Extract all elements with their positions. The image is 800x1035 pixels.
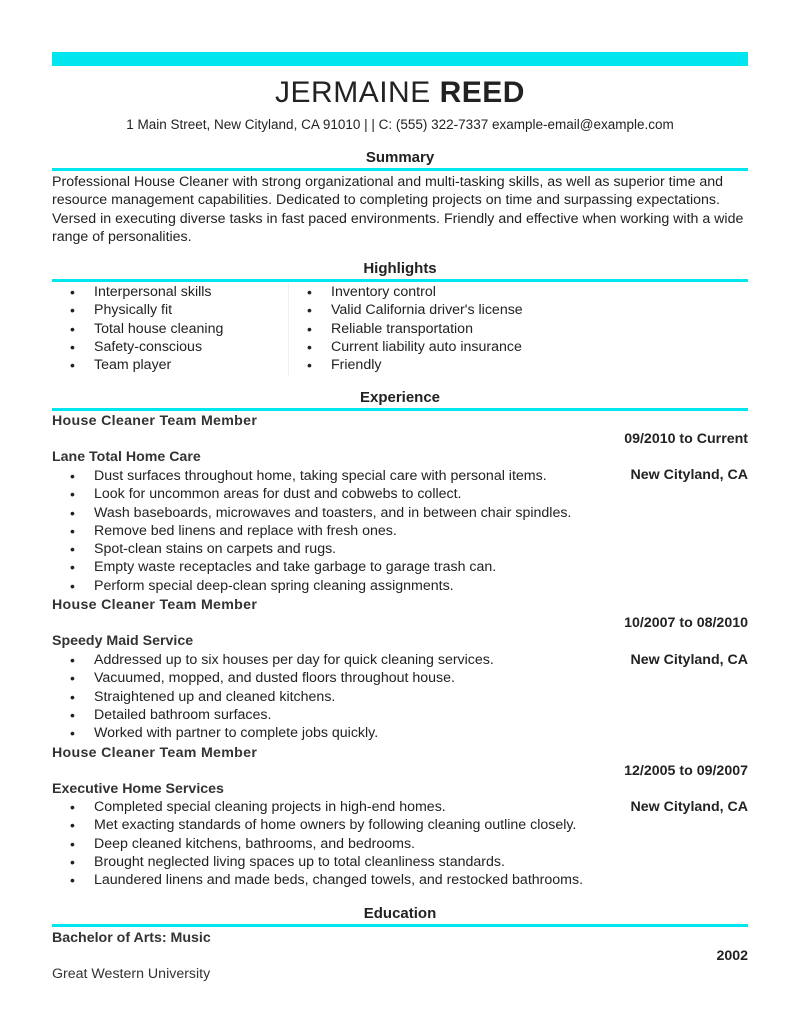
job-location: New Cityland, CA — [630, 799, 748, 815]
job-dates: 12/2005 to 09/2007 — [624, 763, 748, 779]
highlight-item: • Total house cleaning — [52, 320, 223, 338]
job-bullet: • Dust surfaces throughout home, taking special care with personal items. — [52, 467, 571, 485]
job-bullet: • Deep cleaned kitchens, bathrooms, and bedrooms. — [52, 835, 583, 853]
highlight-item: • Current liability auto insurance — [289, 338, 523, 356]
summary-text: Professional House Cleaner with strong organizational and multi-tasking skills, as well as superior time and resource management capabilities. Dedicated to completing projects on time and surpassing expectations. Versed in executing diverse tasks in fast paced environments. Friendly and effective when working with a wide range of personalities. — [52, 174, 744, 245]
job-bullet: • Vacuumed, mopped, and dusted floors throughout house. — [52, 669, 494, 687]
highlight-item: • Physically fit — [52, 301, 223, 319]
highlights-right-list — [289, 283, 523, 374]
company-name: Speedy Maid Service — [52, 633, 194, 649]
experience-rule — [52, 408, 748, 411]
highlights-rule — [52, 279, 748, 282]
job-location: New Cityland, CA — [630, 467, 748, 483]
job-bullet: • Remove bed linens and replace with fresh ones. — [52, 522, 571, 540]
job-bullet: • Laundered linens and made beds, changed towels, and restocked bathrooms. — [52, 871, 583, 889]
accent-top-bar — [52, 52, 748, 66]
experience-heading: Experience — [359, 389, 441, 406]
highlight-item: • Safety-conscious — [52, 338, 223, 356]
job-title: House Cleaner Team Member — [52, 597, 258, 613]
job-bullet: • Empty waste receptacles and take garbage to garage trash can. — [52, 558, 571, 576]
job-bullets — [52, 798, 583, 889]
graduation-year: 2002 — [716, 948, 748, 964]
job-location: New Cityland, CA — [630, 652, 748, 668]
job-title: House Cleaner Team Member — [52, 745, 258, 761]
job-bullet: • Brought neglected living spaces up to total cleanliness standards. — [52, 853, 583, 871]
job-bullet: • Look for uncommon areas for dust and cobwebs to collect. — [52, 485, 571, 503]
job-bullet: • Addressed up to six houses per day for quick cleaning services. — [52, 651, 494, 669]
job-bullet: • Completed special cleaning projects in high-end homes. — [52, 798, 583, 816]
highlight-item: • Valid California driver's license — [289, 301, 523, 319]
highlight-item: • Friendly — [289, 356, 523, 374]
job-bullets — [52, 651, 494, 742]
job-dates: 10/2007 to 08/2010 — [624, 615, 748, 631]
highlights-left-list — [52, 283, 223, 374]
contact-line: 1 Main Street, New Cityland, CA 91010 | | C: (555) 322-7337 example-email@example.com — [126, 117, 674, 132]
candidate-name — [52, 76, 748, 110]
education-heading: Education — [363, 905, 437, 922]
last-name: REED — [439, 76, 525, 109]
education-rule — [52, 924, 748, 927]
highlight-item: • Interpersonal skills — [52, 283, 223, 301]
first-name: JERMAINE — [275, 76, 431, 109]
job-bullets — [52, 467, 571, 595]
job-bullet: • Met exacting standards of home owners by following cleaning outline closely. — [52, 816, 583, 834]
job-title: House Cleaner Team Member — [52, 413, 258, 429]
job-dates: 09/2010 to Current — [624, 431, 748, 447]
school-name: Great Western University — [52, 966, 211, 982]
summary-rule — [52, 168, 748, 171]
job-bullet: • Worked with partner to complete jobs quickly. — [52, 724, 494, 742]
company-name: Executive Home Services — [52, 781, 224, 797]
highlight-item: • Inventory control — [289, 283, 523, 301]
job-bullet: • Wash baseboards, microwaves and toasters, and in between chair spindles. — [52, 504, 571, 522]
degree: Bachelor of Arts: Music — [52, 930, 211, 946]
job-bullet: • Detailed bathroom surfaces. — [52, 706, 494, 724]
job-bullet: • Straightened up and cleaned kitchens. — [52, 688, 494, 706]
highlights-heading: Highlights — [363, 260, 437, 277]
job-bullet: • Perform special deep-clean spring cleaning assignments. — [52, 577, 571, 595]
job-bullet: • Spot-clean stains on carpets and rugs. — [52, 540, 571, 558]
company-name: Lane Total Home Care — [52, 449, 201, 465]
highlight-item: • Reliable transportation — [289, 320, 523, 338]
highlight-item: • Team player — [52, 356, 223, 374]
summary-heading: Summary — [365, 149, 435, 166]
